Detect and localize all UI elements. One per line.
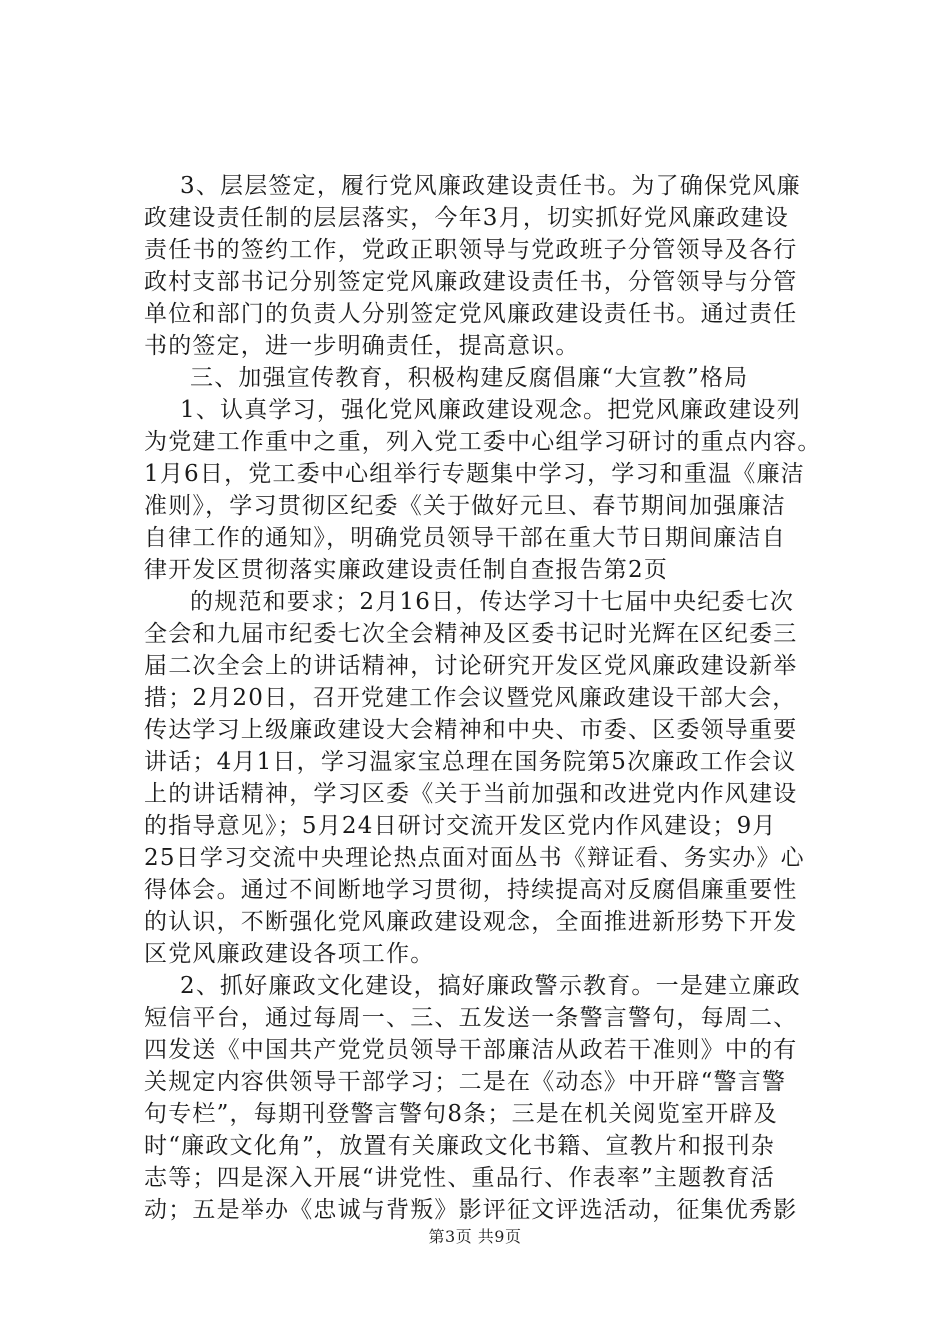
- paragraph-line: 政村支部书记分别签定党风廉政建设责任书，分管领导与分管: [144, 269, 798, 295]
- paragraph-line: 上的讲话精神，学习区委《关于当前加强和改进党内作风建设: [144, 781, 798, 807]
- paragraph-line: 传达学习上级廉政建设大会精神和中央、市委、区委领导重要: [144, 717, 798, 743]
- page-number-footer: 第3页 共9页: [428, 1227, 522, 1246]
- paragraph-line: 律开发区贯彻落实廉政建设责任制自查报告第2页: [144, 557, 669, 583]
- paragraph-line: 届二次全会上的讲话精神，讨论研究开发区党风廉政建设新举: [144, 653, 798, 679]
- paragraph-line: 得体会。通过不间断地学习贯彻，持续提高对反腐倡廉重要性: [144, 877, 798, 903]
- paragraph-line: 责任书的签约工作，党政正职领导与党政班子分管领导及各行: [144, 237, 798, 263]
- section-heading: 三、加强宣传教育，积极构建反腐倡廉“大宣教”格局: [190, 365, 749, 391]
- paragraph-line: 关规定内容供领导干部学习；二是在《动态》中开辟“警言警: [144, 1069, 787, 1095]
- paragraph-line: 短信平台，通过每周一、三、五发送一条警言警句，每周二、: [144, 1005, 798, 1031]
- paragraph-line: 的规范和要求；2月16日，传达学习十七届中央纪委七次: [190, 589, 795, 615]
- paragraph-line: 1、认真学习，强化党风廉政建设观念。把党风廉政建设列: [180, 397, 801, 423]
- document-body: [144, 170, 834, 1226]
- paragraph-line: 全会和九届市纪委七次全会精神及区委书记时光辉在区纪委三: [144, 621, 798, 647]
- paragraph-line: 自律工作的通知》，明确党员领导干部在重大节日期间廉洁自: [144, 525, 786, 551]
- paragraph-line: 2、抓好廉政文化建设，搞好廉政警示教育。一是建立廉政: [180, 973, 801, 999]
- paragraph-line: 3、层层签定，履行党风廉政建设责任书。为了确保党风廉: [180, 173, 801, 199]
- paragraph-line: 的认识，不断强化党风廉政建设观念，全面推进新形势下开发: [144, 909, 798, 935]
- paragraph-line: 单位和部门的负责人分别签定党风廉政建设责任书。通过责任: [144, 301, 798, 327]
- paragraph-line: 准则》，学习贯彻区纪委《关于做好元旦、春节期间加强廉洁: [144, 493, 786, 519]
- paragraph-line: 志等；四是深入开展“讲党性、重品行、作表率”主题教育活: [144, 1165, 775, 1191]
- paragraph-line: 政建设责任制的层层落实，今年3月，切实抓好党风廉政建设: [144, 205, 790, 231]
- paragraph-line: 讲话；4月1日，学习温家宝总理在国务院第5次廉政工作会议: [144, 749, 797, 775]
- paragraph-line: 四发送《中国共产党党员领导干部廉洁从政若干准则》中的有: [144, 1037, 798, 1063]
- paragraph-line: 时“廉政文化角”，放置有关廉政文化书籍、宣教片和报刊杂: [144, 1133, 775, 1159]
- paragraph-line: 区党风廉政建设各项工作。: [144, 941, 435, 967]
- paragraph-line: 书的签定，进一步明确责任，提高意识。: [144, 333, 580, 359]
- paragraph-line: 25日学习交流中央理论热点面对面丛书《辩证看、务实办》心: [144, 845, 805, 871]
- paragraph-line: 措；2月20日，召开党建工作会议暨党风廉政建设干部大会，: [144, 685, 797, 711]
- paragraph-line: 句专栏”，每期刊登警言警句8条；三是在机关阅览室开辟及: [144, 1101, 778, 1127]
- paragraph-line: 1月6日，党工委中心组举行专题集中学习，学习和重温《廉洁: [144, 461, 805, 487]
- paragraph-line: 为党建工作重中之重，列入党工委中心组学习研讨的重点内容。: [144, 429, 822, 455]
- paragraph-line: 动；五是举办《忠诚与背叛》影评征文评选活动，征集优秀影: [144, 1197, 798, 1223]
- paragraph-line: 的指导意见》；5月24日研讨交流开发区党内作风建设；9月: [144, 813, 777, 839]
